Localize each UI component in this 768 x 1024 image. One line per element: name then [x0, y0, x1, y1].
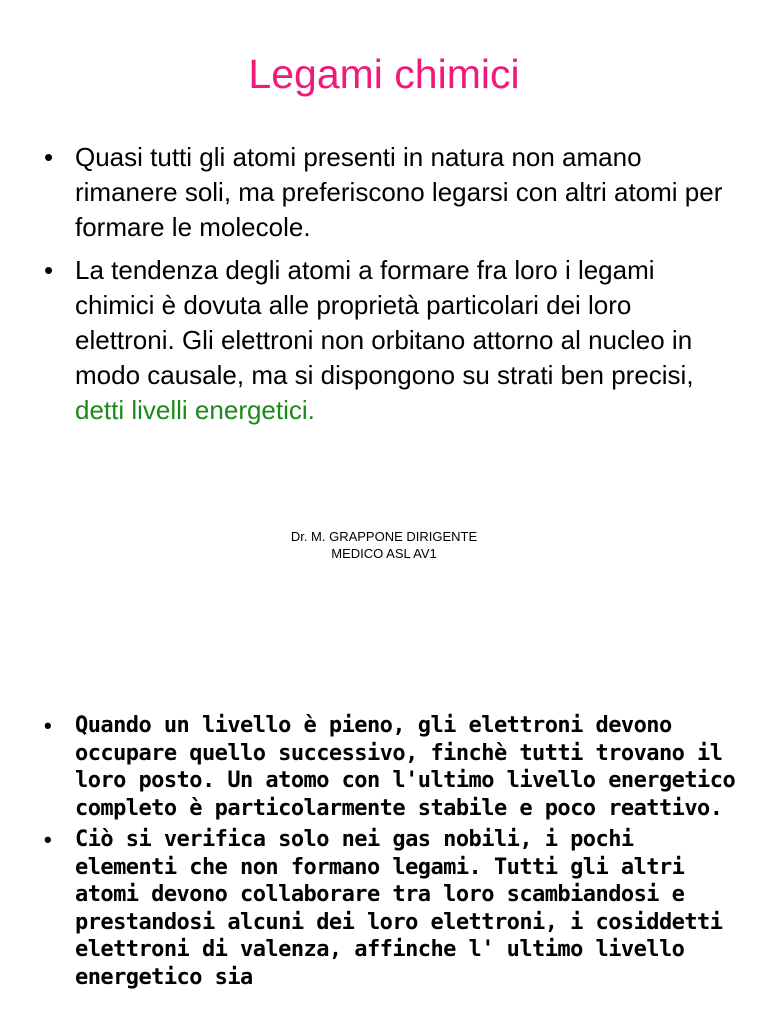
bullet-dot: • — [44, 827, 52, 852]
bullet-text: La tendenza degli atomi a formare fra loro i legami chimici è dovuta alle proprietà particolari dei loro elettroni. Gli elettroni non orbitano attorno al nucleo in modo causale, ma si dispongono su strati ben precisi, — [75, 255, 694, 390]
slide-livelli-energetici — [0, 690, 768, 1024]
slide-footer — [0, 528, 768, 562]
footer-affiliation: MEDICO ASL AV1 — [331, 546, 437, 561]
bullet-item — [44, 140, 734, 245]
bullet-dot: • — [44, 713, 52, 738]
bullet-dot: • — [44, 142, 54, 172]
bullet-text: Quando un livello è pieno, gli elettroni devono occupare quello successivo, finchè tutti trovano il loro posto. Un atomo con l'ultimo livello energetico completo è particolarmente stabile e poco reattivo. — [75, 713, 736, 821]
bullet-list — [44, 140, 734, 436]
bullet-item — [44, 826, 744, 991]
footer-author: Dr. M. GRAPPONE DIRIGENTE — [290, 529, 478, 544]
slide-title: Legami chimici — [248, 51, 520, 97]
bullet-text: Ciò si verifica solo nei gas nobili, i pochi elementi che non formano legami. Tutti gli altri atomi devono collaborare tra loro scambiandosi e prestandosi alcuni dei loro elettroni, i cosiddetti elettroni di valenza, affinche l' ultimo livello energetico sia — [75, 827, 723, 990]
bullet-dot: • — [44, 255, 54, 285]
bullet-item — [44, 712, 744, 822]
bullet-list — [44, 712, 744, 995]
highlighted-term: detti livelli energetici. — [75, 395, 315, 425]
bullet-text: Quasi tutti gli atomi presenti in natura non amano rimanere soli, ma preferiscono legarsi con altri atomi per formare le molecole. — [75, 142, 723, 242]
bullet-item — [44, 253, 734, 428]
